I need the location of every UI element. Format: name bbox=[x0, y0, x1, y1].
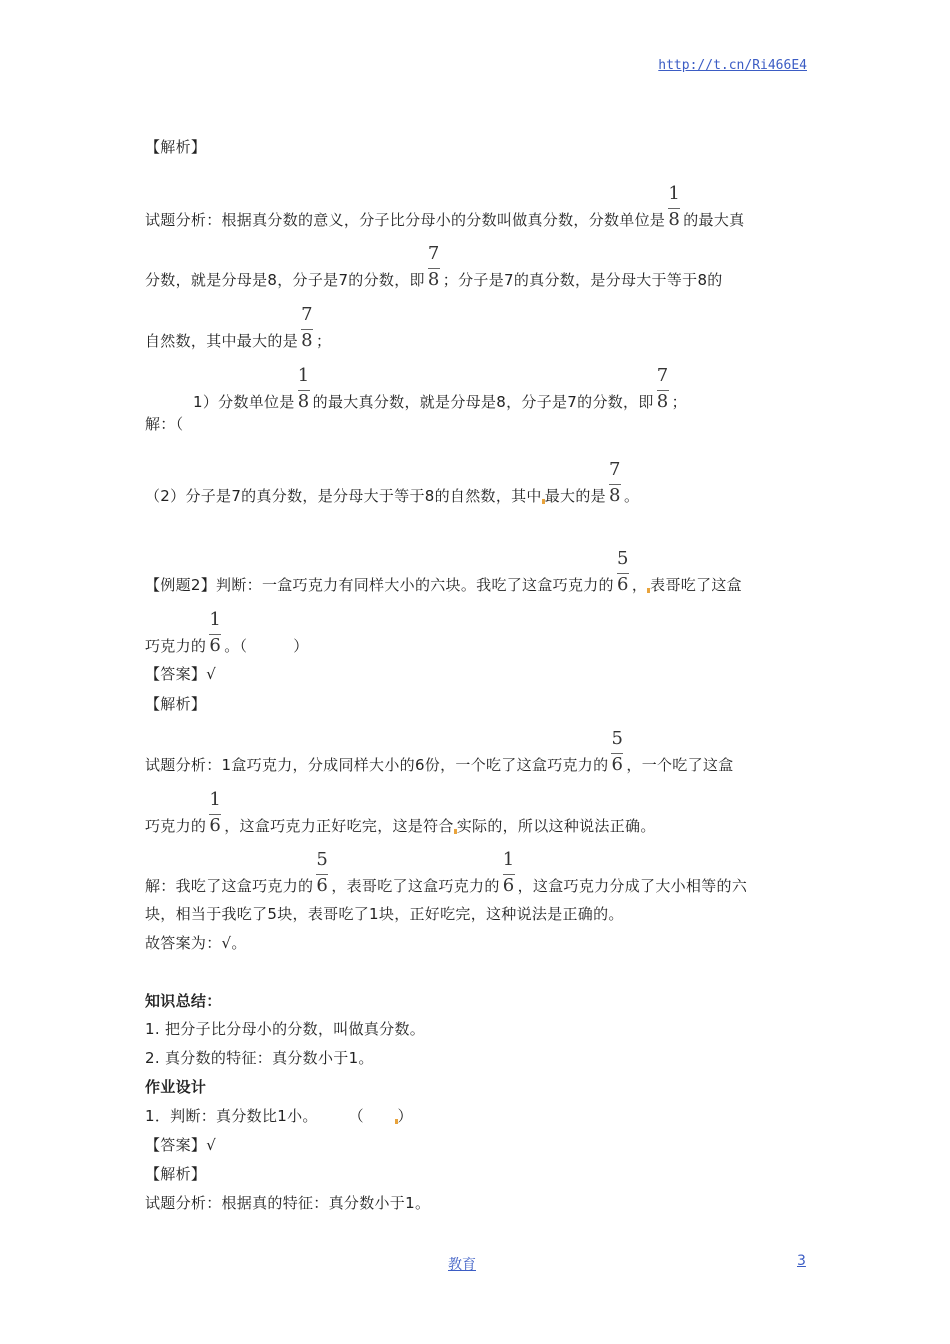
fraction-one-sixth bbox=[208, 609, 222, 656]
denominator: 6 bbox=[502, 875, 515, 896]
text: ，一个吃了这盒 bbox=[626, 756, 734, 774]
fraction-seven-eighths bbox=[656, 365, 670, 412]
denominator: 6 bbox=[316, 875, 329, 896]
numerator: 7 bbox=[656, 365, 669, 386]
text: 试题分析：根据真分数的意义，分子比分母小的分数叫做真分数，分数单位是 bbox=[145, 211, 666, 229]
text: 巧克力的 bbox=[145, 637, 207, 655]
text: ， bbox=[631, 576, 648, 594]
denominator: 8 bbox=[297, 391, 310, 412]
text: 最大的是 bbox=[544, 487, 606, 505]
text: ，这盒巧克力分成了大小相等的六 bbox=[517, 877, 748, 895]
homework-analysis-text: 试题分析：根据真的特征：真分数小于1。 bbox=[145, 1194, 431, 1212]
text: ，这盒巧克力正好吃完，这是符合 bbox=[224, 817, 454, 835]
text: 解：我吃了这盒巧克力的 bbox=[145, 877, 314, 895]
header-link[interactable]: http://t.cn/Ri466E4 bbox=[658, 58, 807, 73]
summary-item-2: 2. 真分数的特征：真分数小于1。 bbox=[145, 1049, 374, 1067]
text: 。 bbox=[623, 487, 640, 505]
text: 巧克力的 bbox=[145, 817, 207, 835]
solution-item-1 bbox=[193, 365, 687, 412]
denominator: 6 bbox=[616, 574, 629, 595]
example-2-solution-line-1 bbox=[145, 849, 748, 896]
homework-analysis-heading: 【解析】 bbox=[145, 1165, 207, 1183]
text: （2）分子是7的真分数，是分母大于等于8的自然数，其中 bbox=[145, 487, 542, 505]
footer-link[interactable]: 教育 bbox=[448, 1257, 476, 1273]
text: ，表哥吃了这盒巧克力的 bbox=[331, 877, 500, 895]
analysis-para-line-1 bbox=[145, 183, 745, 230]
text: 1）分数单位是 bbox=[193, 393, 295, 411]
denominator: 6 bbox=[611, 754, 624, 775]
text: ） bbox=[397, 1107, 413, 1125]
text: ； bbox=[671, 393, 687, 411]
denominator: 8 bbox=[609, 485, 621, 506]
numerator: 7 bbox=[427, 243, 440, 264]
numerator: 1 bbox=[502, 849, 515, 870]
solution-label: 解：（ bbox=[145, 415, 184, 433]
fraction-one-sixth bbox=[208, 789, 222, 836]
text: ； bbox=[316, 332, 332, 350]
fraction-one-eighth bbox=[667, 183, 681, 230]
analysis-para-line-3 bbox=[145, 304, 332, 351]
denominator: 8 bbox=[668, 209, 681, 230]
text: 自然数，其中最大的是 bbox=[145, 332, 299, 350]
denominator: 8 bbox=[656, 391, 669, 412]
text: 。（ ） bbox=[224, 637, 309, 655]
numerator: 1 bbox=[668, 183, 681, 204]
numerator: 1 bbox=[209, 789, 222, 810]
example-2-question-line-1 bbox=[145, 548, 742, 595]
homework-answer: 【答案】√ bbox=[145, 1136, 217, 1154]
text: 的最大真分数，就是分母是8，分子是7的分数，即 bbox=[312, 393, 654, 411]
text: 分数，就是分母是8，分子是7的分数，即 bbox=[145, 271, 425, 289]
analysis-heading: 【解析】 bbox=[145, 138, 207, 156]
denominator: 8 bbox=[301, 330, 313, 351]
example-2-analysis-heading: 【解析】 bbox=[145, 695, 207, 713]
example-2-question-line-2 bbox=[145, 609, 309, 656]
denominator: 8 bbox=[427, 269, 440, 290]
summary-item-1: 1. 把分子比分母小的分数，叫做真分数。 bbox=[145, 1020, 426, 1038]
summary-heading: 知识总结： bbox=[145, 992, 222, 1010]
text: 【例题2】判断：一盒巧克力有同样大小的六块。我吃了这盒巧克力的 bbox=[145, 576, 614, 594]
example-2-conclusion: 故答案为：√。 bbox=[145, 934, 247, 952]
numerator: 5 bbox=[611, 728, 624, 749]
homework-question-1 bbox=[145, 1106, 413, 1126]
text: 表哥吃了这盒 bbox=[650, 576, 742, 594]
denominator: 6 bbox=[209, 815, 222, 836]
fraction-five-sixths bbox=[315, 849, 329, 896]
fraction-five-sixths bbox=[616, 548, 630, 595]
fraction-one-sixth bbox=[502, 849, 516, 896]
text: 试题分析：1盒巧克力，分成同样大小的6份，一个吃了这盒巧克力的 bbox=[145, 756, 609, 774]
numerator: 7 bbox=[301, 304, 313, 325]
fraction-seven-eighths bbox=[608, 459, 622, 506]
text: 实际的，所以这种说法正确。 bbox=[456, 817, 656, 835]
text: 的最大真 bbox=[683, 211, 745, 229]
fraction-five-sixths bbox=[610, 728, 624, 775]
example-2-analysis-line-1 bbox=[145, 728, 734, 775]
text: ；分子是7的真分数，是分母大于等于8的 bbox=[442, 271, 723, 289]
example-2-solution-line-2: 块，相当于我吃了5块，表哥吃了1块，正好吃完，这种说法是正确的。 bbox=[145, 905, 624, 923]
numerator: 5 bbox=[616, 548, 629, 569]
homework-heading: 作业设计 bbox=[145, 1078, 207, 1096]
page-number[interactable]: 3 bbox=[797, 1253, 806, 1269]
fraction-one-eighth bbox=[297, 365, 311, 412]
numerator: 5 bbox=[316, 849, 329, 870]
analysis-para-line-2 bbox=[145, 243, 723, 290]
text: 1．判断：真分数比1小。 （ bbox=[145, 1107, 395, 1125]
numerator: 7 bbox=[609, 459, 621, 480]
solution-item-2 bbox=[145, 459, 640, 506]
numerator: 1 bbox=[297, 365, 310, 386]
example-2-analysis-line-2 bbox=[145, 789, 656, 836]
fraction-seven-eighths bbox=[300, 304, 314, 351]
fraction-seven-eighths bbox=[427, 243, 441, 290]
example-2-answer: 【答案】√ bbox=[145, 665, 217, 683]
denominator: 6 bbox=[209, 635, 222, 656]
numerator: 1 bbox=[209, 609, 222, 630]
